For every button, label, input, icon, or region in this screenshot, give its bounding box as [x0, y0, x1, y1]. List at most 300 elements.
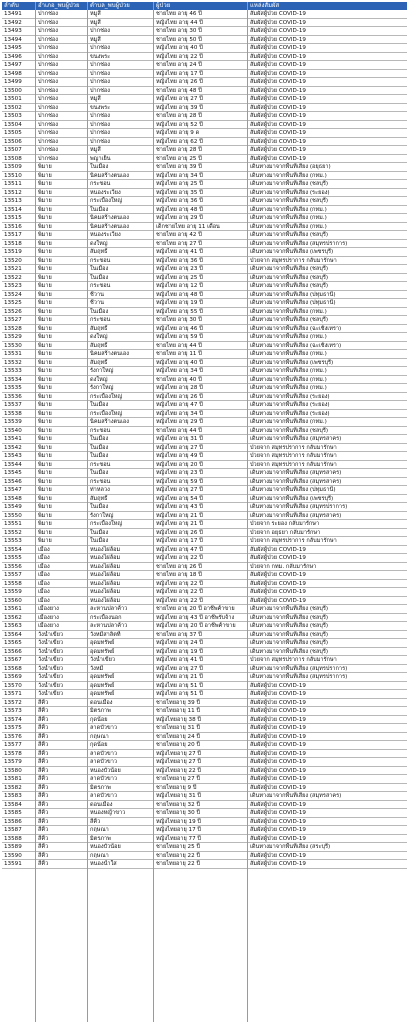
cell-no: 13515: [4, 215, 22, 221]
cell-patient: หญิงไทย อายุ 27 ปี: [156, 444, 203, 451]
cell-patient: หญิงไทย อายุ 36 ปี: [156, 198, 203, 204]
cell-source: สัมผัสผู้ป่วย COVID-19: [250, 572, 306, 578]
table-row: [2, 580, 407, 589]
cell-district: วังน้ำเขียว: [38, 657, 63, 663]
cell-no: 13533: [4, 368, 22, 374]
cell-no: 13495: [4, 45, 22, 51]
table-row: [2, 639, 407, 648]
cell-patient: หญิงไทย อายุ 29 ปี: [156, 215, 203, 221]
cell-district: สีคิ้ว: [38, 861, 49, 867]
cell-subdistrict: หนองไผ่ล้อม: [90, 546, 121, 553]
cell-district: พิมาย: [38, 172, 52, 179]
cell-no: 13535: [4, 385, 22, 391]
cell-no: 13511: [4, 181, 22, 187]
table-row: [2, 138, 407, 147]
cell-source: ป่วยจาก สมุทรปราการ กลับมารักษา: [250, 257, 337, 264]
cell-patient: หญิงไทย อายุ 51 ปี: [156, 682, 203, 689]
cell-source: สัมผัสผู้ป่วย COVID-19: [250, 597, 306, 604]
cell-source: สัมผัสผู้ป่วย COVID-19: [250, 87, 306, 94]
cell-no: 13499: [4, 79, 22, 85]
cell-no: 13572: [4, 699, 22, 706]
cell-subdistrict: สัมฤทธิ์: [90, 342, 108, 349]
cell-subdistrict: หนองไผ่ล้อม: [90, 563, 121, 570]
cell-source: เดินทางมาจากพื้นที่เสี่ยง (สมุทรสาคร): [250, 793, 342, 799]
cell-district: วังน้ำเขียว: [38, 665, 63, 672]
table-row: [2, 495, 407, 504]
cell-no: 13491: [4, 11, 22, 17]
table-row: [2, 401, 407, 410]
cell-district: สีคิ้ว: [38, 742, 49, 748]
cell-subdistrict: กระชอน: [90, 461, 111, 468]
cell-source: สัมผัสผู้ป่วย COVID-19: [250, 818, 306, 825]
table-row: [2, 622, 407, 631]
cell-patient: ชายไทยอายุ 27 ปี: [156, 776, 200, 782]
cell-district: พิมาย: [38, 291, 52, 298]
header-cell-subdistrict: ตำบล_พบผู้ป่วย: [90, 2, 130, 9]
cell-patient: หญิงไทย อายุ 12 ปี: [156, 283, 203, 289]
cell-no: 13507: [4, 147, 22, 153]
cell-no: 13585: [4, 810, 22, 816]
cell-district: สีคิ้ว: [38, 810, 49, 816]
cell-district: พิมาย: [38, 402, 52, 408]
table-row: [2, 605, 407, 614]
cell-no: 13560: [4, 597, 22, 604]
cell-patient: ชายไทย อายุ 25 ปี: [156, 155, 202, 162]
cell-district: พิมาย: [38, 342, 52, 349]
table-row: [2, 265, 407, 274]
cell-district: วังน้ำเขียว: [38, 674, 63, 680]
cell-source: สัมผัสผู้ป่วย COVID-19: [250, 36, 306, 43]
cell-district: สีคิ้ว: [38, 827, 49, 833]
table-row: [2, 724, 407, 733]
table-row: [2, 299, 407, 308]
cell-no: 13565: [4, 640, 22, 646]
cell-source: สัมผัสผู้ป่วย COVID-19: [250, 759, 306, 765]
cell-subdistrict: มิตรภาพ: [90, 784, 111, 791]
cell-patient: หญิงไทยอายุ 22 ปี: [156, 767, 201, 774]
cell-subdistrict: ดงใหญ่: [90, 240, 108, 247]
cell-no: 13539: [4, 419, 22, 425]
cell-subdistrict: หนองหญ้าขาว: [90, 810, 126, 816]
cell-subdistrict: นิคมสร้างตนเอง: [90, 419, 130, 425]
cell-patient: ชายไทย อายุ 28 ปี: [156, 113, 202, 119]
cell-patient: ชายไทยอายุ 31 ปี: [156, 725, 200, 731]
cell-no: 13517: [4, 232, 22, 238]
cell-no: 13556: [4, 563, 22, 570]
header-cell-source: แหล่งสัมผัส: [250, 2, 280, 9]
cell-patient: หญิงไทย อายุ 46 ปี: [156, 325, 203, 332]
cell-subdistrict: สัมฤทธิ์: [90, 249, 108, 255]
cell-subdistrict: กระเบื้องใหญ่: [90, 521, 123, 527]
cell-subdistrict: ขนงพระ: [90, 104, 111, 111]
cell-source: สัมผัสผู้ป่วย COVID-19: [250, 96, 306, 102]
table-row: [2, 486, 407, 495]
cell-no: 13586: [4, 818, 22, 825]
cell-subdistrict: ละหานปลาค้าว: [90, 623, 128, 629]
cell-source: เดินทางมาจากพื้นที่เสี่ยง (สมุทรปราการ): [250, 504, 348, 510]
cell-subdistrict: หมูสี: [90, 11, 101, 17]
cell-district: สีคิ้ว: [38, 784, 49, 791]
cell-district: ปากช่อง: [38, 147, 58, 153]
table-row: [2, 631, 407, 640]
cell-patient: ชายไทย อายุ 11 ปี: [156, 351, 202, 357]
cell-no: 13501: [4, 96, 22, 102]
cell-district: สีคิ้ว: [38, 844, 49, 850]
cell-subdistrict: ในเมือง: [90, 470, 109, 476]
cell-source: สัมผัสผู้ป่วย COVID-19: [250, 742, 306, 748]
cell-district: วังน้ำเขียว: [38, 648, 63, 655]
cell-no: 13579: [4, 759, 22, 765]
cell-source: เดินทางมาจากพื้นที่เสี่ยง (สมุทรสาคร): [250, 512, 342, 519]
cell-subdistrict: วังน้ำเขียว: [90, 657, 115, 663]
cell-source: สัมผัสผู้ป่วย COVID-19: [250, 555, 306, 561]
cell-patient: หญิงไทย อายุ 19 ปี: [156, 648, 203, 655]
cell-no: 13567: [4, 657, 22, 663]
cell-district: พิมาย: [38, 470, 52, 476]
cell-patient: ชายไทย อายุ 30 ปี: [156, 317, 202, 323]
cell-no: 13525: [4, 300, 22, 306]
table-row: [2, 673, 407, 682]
cell-subdistrict: พญาเย็น: [90, 155, 111, 162]
cell-subdistrict: ดงใหญ่: [90, 334, 108, 340]
cell-district: พิมาย: [38, 495, 52, 502]
cell-source: สัมผัสผู้ป่วย COVID-19: [250, 725, 306, 731]
cell-subdistrict: นิคมสร้างตนเอง: [90, 215, 130, 221]
cell-source: เดินทางมาจากพื้นที่เสี่ยง (กทม.): [250, 419, 327, 425]
cell-patient: ชายไทย อายุ 20 ปี อาชีพค้าขาย: [156, 606, 235, 612]
cell-patient: หญิงไทย อายุ 59 ปี: [156, 478, 203, 485]
cell-patient: หญิงไทย อายุ 24 ปี: [156, 640, 203, 646]
table-row: [2, 444, 407, 453]
cell-source: ป่วยจาก สมุทรปราการ กลับมารักษา: [250, 461, 337, 468]
cell-source: เดินทางมาจากพื้นที่เสี่ยง (สมุทรสาคร): [250, 478, 342, 485]
cell-district: ปากช่อง: [38, 28, 58, 34]
cell-no: 13538: [4, 410, 22, 417]
cell-patient: ชายไทย อายุ 44 ปี: [156, 342, 202, 349]
table-row: [2, 690, 407, 699]
cell-subdistrict: ดอนเมือง: [90, 801, 113, 808]
cell-no: 13569: [4, 674, 22, 680]
cell-district: พิมาย: [38, 351, 52, 357]
cell-patient: หญิงไทย อายุ 28 ปี: [156, 385, 203, 391]
cell-subdistrict: วังหมี: [90, 665, 104, 672]
cell-source: เดินทางมาจากพื้นที่เสี่ยง (กทม.): [250, 172, 327, 179]
cell-source: เดินทางมาจากพื้นที่เสี่ยง (กทม.): [250, 215, 327, 221]
table-row: [2, 189, 407, 198]
header-cell-no: ลำดับ: [4, 2, 19, 9]
table-row: [2, 427, 407, 436]
cell-source: เดินทางมาจากพื้นที่เสี่ยง (ชลบุรี): [250, 266, 329, 272]
cell-subdistrict: สัมฤทธิ์: [90, 359, 108, 366]
table-row: [2, 282, 407, 291]
header-cell-district: อำเภอ_พบผู้ป่วย: [38, 2, 80, 9]
cell-district: สีคิ้ว: [38, 733, 49, 740]
cell-source: สัมผัสผู้ป่วย COVID-19: [250, 79, 306, 85]
cell-patient: ชายไทย อายุ 37 ปี: [156, 631, 202, 638]
cell-no: 13568: [4, 665, 22, 672]
cell-no: 13557: [4, 572, 22, 578]
cell-district: เมืองยาง: [38, 606, 59, 612]
cell-patient: ชายไทยอายุ 22 ปี: [156, 861, 200, 867]
cell-patient: หญิงไทยอายุ 27 ปี: [156, 759, 201, 765]
cell-patient: หญิงไทย อายุ 22 ปี: [156, 597, 203, 604]
cell-subdistrict: กระเบื้องใหญ่: [90, 410, 123, 417]
cell-source: เดินทางมาจากพื้นที่เสี่ยง (กทม.): [250, 351, 327, 357]
cell-source: เดินทางมาจากพื้นที่เสี่ยง (ชลบุรี): [250, 198, 329, 204]
cell-patient: หญิงไทยอายุ 19 ปี: [156, 818, 201, 825]
cell-subdistrict: ในเมือง: [90, 504, 109, 510]
cell-no: 13522: [4, 274, 22, 281]
cell-district: พิมาย: [38, 410, 52, 417]
cell-district: สีคิ้ว: [38, 793, 49, 799]
cell-source: เดินทางมาจากพื้นที่เสี่ยง (สมุทรปราการ): [250, 674, 348, 680]
cell-subdistrict: ปากช่อง: [90, 121, 110, 128]
cell-patient: หญิงไทย อายุ 17 ปี: [156, 538, 203, 544]
cell-district: ปากช่อง: [38, 70, 58, 77]
cell-district: สีคิ้ว: [38, 750, 49, 757]
cell-patient: ชายไทย อายุ 26 ปี: [156, 563, 202, 570]
cell-district: พิมาย: [38, 325, 52, 332]
header-cell-patient: ผู้ป่วย: [156, 2, 171, 9]
cell-patient: ชายไทยอายุ 39 ปี: [156, 699, 200, 706]
cell-subdistrict: หมูสี: [90, 96, 101, 102]
cell-subdistrict: สัมฤทธิ์: [90, 325, 108, 332]
cell-source: เดินทางมาจากพื้นที่เสี่ยง (ชลบุรี): [250, 283, 329, 289]
cell-no: 13493: [4, 28, 22, 34]
cell-district: พิมาย: [38, 164, 52, 170]
cell-no: 13506: [4, 138, 22, 145]
cell-no: 13545: [4, 470, 22, 476]
cell-district: สีคิ้ว: [38, 708, 49, 714]
cell-subdistrict: กระเบื้องนอก: [90, 614, 122, 621]
cell-patient: หญิงไทย อายุ 22 ปี: [156, 555, 203, 561]
cell-source: เดินทางมาจากพื้นที่เสี่ยง (ปทุมธานี): [250, 300, 336, 306]
cell-no: 13553: [4, 538, 22, 544]
table-header: [2, 2, 407, 10]
table-row: [2, 860, 407, 869]
cell-no: 13590: [4, 852, 22, 859]
cell-subdistrict: อุดมทรัพย์: [90, 640, 115, 646]
cell-no: 13552: [4, 529, 22, 536]
cell-district: ปากช่อง: [38, 121, 58, 128]
cell-source: เดินทางมาจากพื้นที่เสี่ยง (สมุทรสาคร): [250, 436, 342, 442]
cell-source: สัมผัสผู้ป่วย COVID-19: [250, 121, 306, 128]
table-row: [2, 231, 407, 240]
cell-subdistrict: ปากช่อง: [90, 130, 110, 136]
cell-district: สีคิ้ว: [38, 776, 49, 782]
cell-source: เดินทางมาจากพื้นที่เสี่ยง (กทม.): [250, 334, 327, 340]
cell-subdistrict: กระเบื้องใหญ่: [90, 198, 123, 204]
cell-patient: ชายไทยอายุ 20 ปี: [156, 742, 200, 748]
cell-source: ป่วยจาก สมุทรปราการ กลับมารักษา: [250, 453, 337, 459]
cell-no: 13584: [4, 801, 22, 808]
cell-subdistrict: กุดน้อย: [90, 742, 108, 748]
cell-district: ปากช่อง: [38, 138, 58, 145]
table-row: [2, 512, 407, 521]
cell-patient: ชายไทยอายุ 30 ปี: [156, 810, 200, 816]
cell-patient: ชายไทย อายุ 28 ปี: [156, 147, 202, 153]
cell-patient: หญิงไทย อายุ 26 ปี: [156, 393, 203, 400]
cell-patient: หญิงไทย อายุ 20 ปี อาชีพค้าขาย: [156, 623, 236, 629]
cell-no: 13587: [4, 827, 22, 833]
cell-district: ปากช่อง: [38, 155, 58, 162]
cell-source: สัมผัสผู้ป่วย COVID-19: [250, 691, 306, 697]
cell-no: 13513: [4, 198, 22, 204]
cell-no: 13524: [4, 291, 22, 298]
cell-subdistrict: กระเบื้องใหญ่: [90, 393, 123, 400]
table-row: [2, 809, 407, 818]
cell-subdistrict: กระชอน: [90, 257, 111, 264]
table-row: [2, 325, 407, 334]
cell-no: 13504: [4, 121, 22, 128]
table-row: [2, 469, 407, 478]
table-row: [2, 53, 407, 62]
cell-source: เดินทางมาจากพื้นที่เสี่ยง (ฉะเชิงเทรา): [250, 342, 342, 349]
cell-district: วังน้ำเขียว: [38, 691, 63, 697]
cell-patient: ชายไทย อายุ 46 ปี: [156, 11, 202, 17]
cell-source: ป่วยจาก สมุทรปราการ กลับมารักษา: [250, 657, 337, 663]
cell-subdistrict: หมูสี: [90, 36, 101, 43]
table-row: [2, 240, 407, 249]
table-row: [2, 257, 407, 266]
cell-patient: หญิงไทย อายุ 59 ปี: [156, 334, 203, 340]
cell-source: สัมผัสผู้ป่วย COVID-19: [250, 784, 306, 791]
cell-patient: หญิงไทย อายุ 44 ปี: [156, 19, 203, 26]
table-row: [2, 350, 407, 359]
cell-no: 13564: [4, 631, 22, 638]
cell-subdistrict: ขนงพระ: [90, 53, 111, 60]
cell-no: 13573: [4, 708, 22, 714]
cell-district: พิมาย: [38, 274, 52, 281]
cell-source: สัมผัสผู้ป่วย COVID-19: [250, 733, 306, 740]
cell-district: พิมาย: [38, 436, 52, 442]
table-row: [2, 852, 407, 861]
cell-district: พิมาย: [38, 427, 52, 434]
cell-district: พิมาย: [38, 538, 52, 544]
cell-district: สีคิ้ว: [38, 801, 49, 808]
cell-subdistrict: ในเมือง: [90, 308, 109, 315]
cell-subdistrict: สีคิ้ว: [90, 818, 101, 825]
cell-district: วังน้ำเขียว: [38, 631, 63, 638]
cell-patient: หญิงไทย อายุ 34 ปี: [156, 410, 203, 417]
cell-district: เมือง: [38, 555, 50, 561]
cell-patient: หญิงไทย อายุ 47 ปี: [156, 546, 203, 553]
cell-patient: หญิงไทย อายุ 43 ปี อาชีพรับจ้าง: [156, 614, 235, 621]
cell-patient: หญิงไทย อายุ 55 ปี: [156, 308, 203, 315]
cell-no: 13574: [4, 716, 22, 723]
cell-source: สัมผัสผู้ป่วย COVID-19: [250, 708, 306, 714]
cell-no: 13554: [4, 546, 22, 553]
cell-no: 13509: [4, 164, 22, 170]
cell-district: พิมาย: [38, 308, 52, 315]
table-row: [2, 308, 407, 317]
cell-source: ป่วยจาก สมุทรปราการ กลับมารักษา: [250, 538, 337, 544]
table-row: [2, 61, 407, 70]
cell-district: ปากช่อง: [38, 87, 58, 94]
cell-district: พิมาย: [38, 487, 52, 493]
cell-no: 13589: [4, 844, 22, 850]
cell-district: พิมาย: [38, 478, 52, 485]
cell-district: พิมาย: [38, 283, 52, 289]
cell-source: สัมผัสผู้ป่วย COVID-19: [250, 45, 306, 51]
cell-patient: หญิงไทยอายุ 38 ปี: [156, 716, 201, 723]
cell-source: สัมผัสผู้ป่วย COVID-19: [250, 580, 306, 587]
cell-subdistrict: อุดมทรัพย์: [90, 648, 115, 655]
cell-district: ปากช่อง: [38, 53, 58, 60]
cell-district: ปากช่อง: [38, 113, 58, 119]
cell-patient: หญิงไทย อายุ 21 ปี: [156, 512, 203, 519]
cell-source: เดินทางมาจากพื้นที่เสี่ยง (สมุทรปราการ): [250, 240, 348, 247]
cell-no: 13503: [4, 113, 22, 119]
table-row: [2, 571, 407, 580]
cell-patient: หญิงไทย อายุ 22 ปี: [156, 589, 203, 595]
cell-district: พิมาย: [38, 181, 52, 187]
cell-no: 13510: [4, 172, 22, 179]
table-row: [2, 648, 407, 657]
cell-subdistrict: กฤษณา: [90, 733, 109, 740]
cell-patient: หญิงไทย อายุ 21 ปี: [156, 674, 203, 680]
column-divider: [35, 2, 36, 1022]
cell-district: วังน้ำเขียว: [38, 640, 63, 646]
cell-district: เมือง: [38, 580, 50, 587]
cell-district: พิมาย: [38, 376, 52, 383]
cell-subdistrict: อุดมทรัพย์: [90, 691, 115, 697]
cell-subdistrict: ปากช่อง: [90, 28, 110, 34]
table-row: [2, 665, 407, 674]
cell-no: 13578: [4, 750, 22, 757]
cell-patient: หญิงไทย อายุ 43 ปี: [156, 504, 203, 510]
cell-no: 13498: [4, 70, 22, 77]
cell-subdistrict: รังกาใหญ่: [90, 368, 114, 374]
table-row: [2, 478, 407, 487]
cell-patient: ชายไทยอายุ 32 ปี: [156, 801, 200, 808]
cell-district: ปากช่อง: [38, 104, 58, 111]
cell-subdistrict: อุดมทรัพย์: [90, 682, 115, 689]
cell-district: สีคิ้ว: [38, 767, 49, 774]
cell-source: สัมผัสผู้ป่วย COVID-19: [250, 767, 306, 774]
cell-district: ปากช่อง: [38, 45, 58, 51]
cell-district: พิมาย: [38, 206, 52, 213]
cell-source: เดินทางมาจากพื้นที่เสี่ยง (อยุธยา): [250, 164, 331, 170]
cell-subdistrict: รังกาใหญ่: [90, 385, 114, 391]
cell-no: 13541: [4, 436, 22, 442]
cell-subdistrict: กฤษณา: [90, 852, 109, 859]
cell-source: เดินทางมาจากพื้นที่เสี่ยง (เพชรบุรี): [250, 359, 334, 366]
cell-no: 13531: [4, 351, 22, 357]
column-divider: [87, 2, 88, 1022]
cell-subdistrict: ในเมือง: [90, 266, 109, 272]
cell-no: 13544: [4, 461, 22, 468]
cell-patient: หญิงไทย อายุ 22 ปี: [156, 580, 203, 587]
cell-no: 13542: [4, 444, 22, 451]
cell-source: สัมผัสผู้ป่วย COVID-19: [250, 699, 306, 706]
cell-patient: หญิงไทย อายุ 48 ปี: [156, 206, 203, 213]
cell-district: พิมาย: [38, 198, 52, 204]
cell-source: เดินทางมาจากพื้นที่เสี่ยง (ชลบุรี): [250, 640, 329, 646]
cell-subdistrict: หนองไผ่ล้อม: [90, 597, 121, 604]
cell-patient: ชายไทย อายุ 40 ปี: [156, 376, 202, 383]
table-row: [2, 27, 407, 36]
cell-patient: หญิงไทย อายุ 40 ปี: [156, 359, 203, 366]
cell-no: 13575: [4, 725, 22, 731]
cell-source: เดินทางมาจากพื้นที่เสี่ยง (ชลบุรี): [250, 274, 329, 281]
cell-no: 13526: [4, 308, 22, 315]
cell-no: 13543: [4, 453, 22, 459]
cell-district: สีคิ้ว: [38, 835, 49, 842]
cell-source: สัมผัสผู้ป่วย COVID-19: [250, 138, 306, 145]
cell-source: สัมผัสผู้ป่วย COVID-19: [250, 104, 306, 111]
cell-patient: ชายไทย อายุ 24 ปี: [156, 62, 202, 68]
